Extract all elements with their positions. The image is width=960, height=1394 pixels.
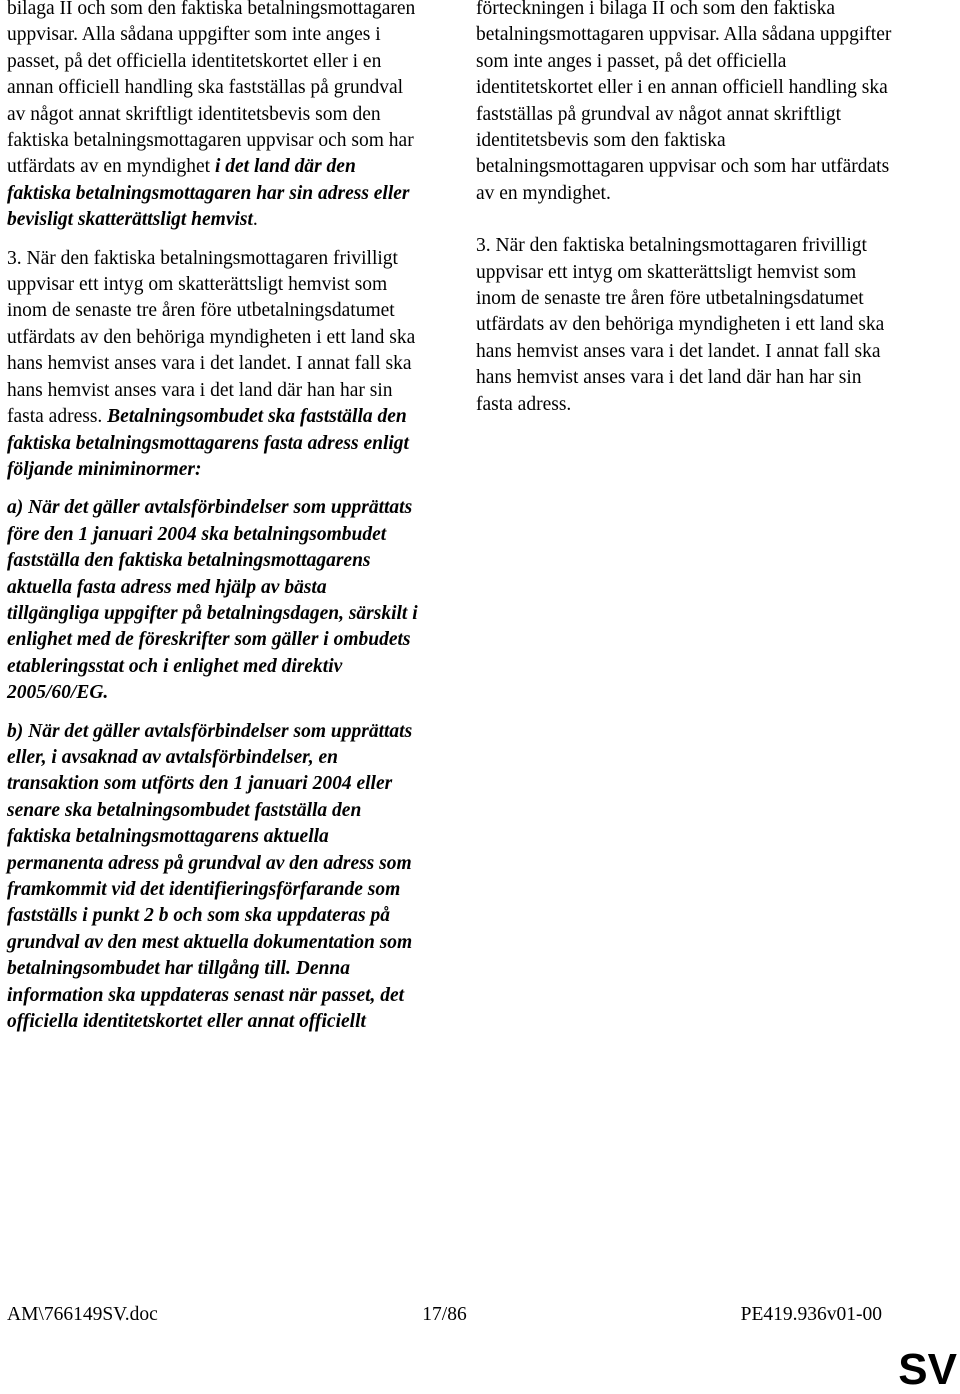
page-footer	[7, 1302, 882, 1328]
left-paragraph-1	[7, 0, 422, 234]
left-paragraph-1-text: bilaga II och som den faktiska betalningsmottagaren uppvisar. Alla sådana uppgifter som inte anges i passet, på det officiella identitetskortet eller i en annan officiell handling ska fastställas på grundval av något annat skriftligt identitetsbevis som den faktiska betalningsmottagaren uppvisar och som har utfärdats av en myndighet	[7, 0, 416, 178]
left-paragraph-1-end: .	[252, 209, 258, 231]
footer-pe-reference: PE419.936v01-00	[740, 1304, 882, 1325]
left-column	[7, 0, 422, 1035]
left-paragraph-2-text: 3. När den faktiska betalningsmottagaren frivilligt uppvisar ett intyg om skatterättsligt hemvist som inom de senaste tre åren före utbetalningsdatumet utfärdats av den behöriga myndigheten i ett land ska hans hemvist anses vara i det landet. I annat fall ska hans hemvist anses vara i det land där han har sin fasta adress.	[7, 247, 416, 428]
left-paragraph-a: a) När det gäller avtalsförbindelser som upprättats före den 1 januari 2004 ska betalningsombudet fastställa den faktiska betalningsmottagarens aktuella fasta adress med hjälp av bästa tillgängliga uppgifter på betalningsdagen, särskilt i enlighet med de föreskrifter som gäller i ombudets etableringsstat och i enlighet med direktiv 2005/60/EG.	[7, 497, 418, 704]
footer-doc-reference: AM\766149SV.doc	[7, 1304, 158, 1325]
language-code: SV	[898, 1345, 957, 1394]
right-column	[476, 0, 896, 418]
right-paragraph-2: 3. När den faktiska betalningsmottagaren frivilligt uppvisar ett intyg om skatterättsligt hemvist som inom de senaste tre åren före utbetalningsdatumet utfärdats av den behöriga myndigheten i ett land ska hans hemvist anses vara i det landet. I annat fall ska hans hemvist anses vara i det land där han har sin fasta adress.	[476, 235, 885, 415]
left-paragraph-2	[7, 246, 422, 484]
right-paragraph-1: förteckningen i bilaga II och som den faktiska betalningsmottagaren uppvisar. Alla sådana uppgifter som inte anges i passet, på det officiella identitetskortet eller i en annan officiell handling ska fastställas på grundval av något annat skriftligt identitetsbevis som den faktiska betalningsmottagaren uppvisar och som har utfärdats av en myndighet.	[476, 0, 892, 204]
footer-page-number: 17/86	[422, 1304, 467, 1325]
left-paragraph-b: b) När det gäller avtalsförbindelser som upprättats eller, i avsaknad av avtalsförbindelser, en transaktion som utförts den 1 januari 2004 eller senare ska betalningsombudet fastställa den faktiska betalningsmottagarens aktuella permanenta adress på grundval av den adress som framkommit vid det identifieringsförfarande som fastställs i punkt 2 b och som ska uppdateras på grundval av den mest aktuella dokumentation som betalningsombudet har tillgång till. Denna information ska uppdateras senast när passet, det officiella identitetskortet eller annat officiellt	[7, 720, 413, 1033]
left-paragraph-2-amendment: Betalningsombudet ska fastställa den faktiska betalningsmottagarens fasta adress enligt följande miniminormer:	[7, 406, 409, 480]
left-paragraph-1-amendment: i det land där den faktiska betalningsmottagaren har sin adress eller bevisligt skatterättsligt hemvist	[7, 156, 410, 231]
